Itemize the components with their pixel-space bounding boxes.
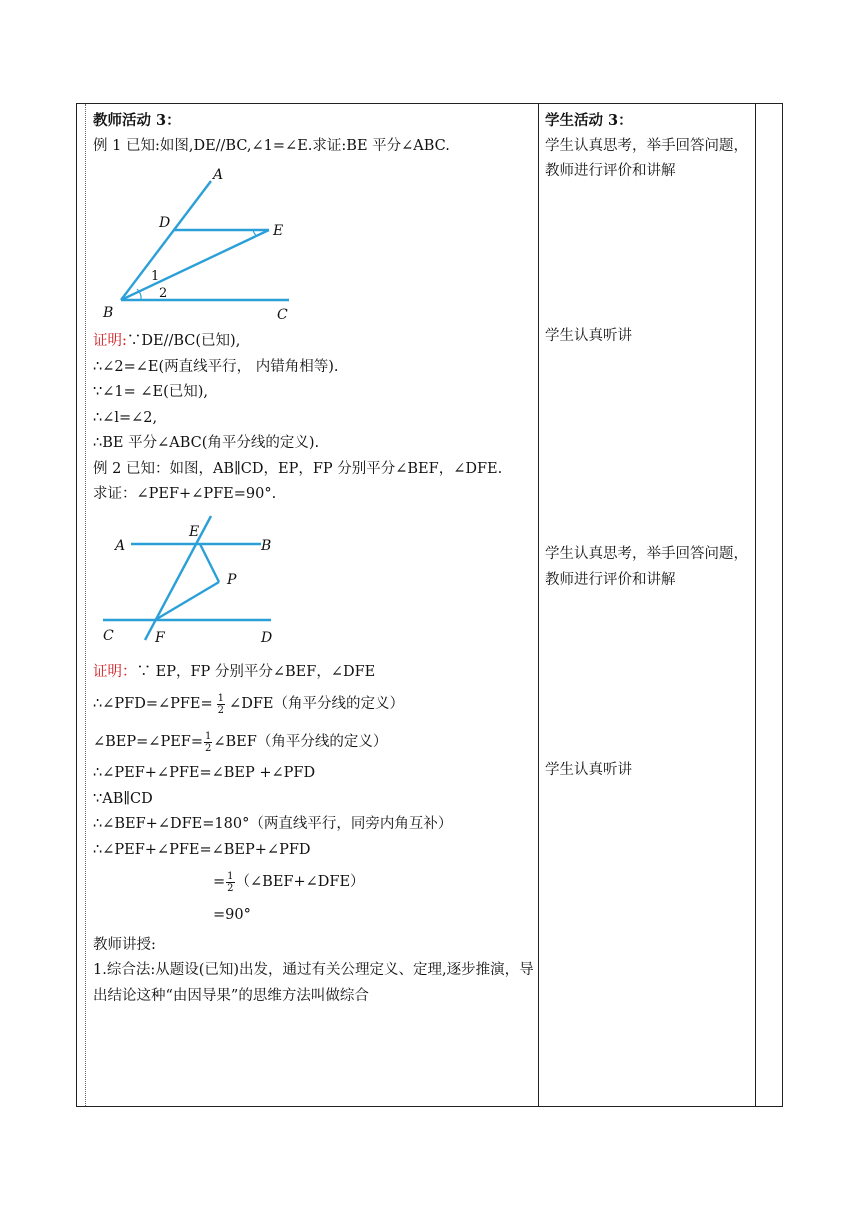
proof2-text3a: ∠BEP=∠PEF= bbox=[93, 734, 203, 750]
example2-goal: 求证：∠PEF+∠PFE=90°. bbox=[93, 486, 277, 502]
proof1-line1 bbox=[93, 329, 539, 355]
lesson-table bbox=[76, 103, 783, 1107]
frac-den: 2 bbox=[217, 704, 225, 716]
figure-1 bbox=[93, 159, 303, 329]
fig1-label-c: C bbox=[277, 307, 288, 323]
proof2-line8 bbox=[93, 863, 539, 901]
proof2-text2b: ∠DFE（角平分线的定义） bbox=[229, 696, 404, 712]
fig2-label-b: B bbox=[261, 537, 272, 554]
example1-problem: 例 1 已知:如图,DE//BC,∠1=∠E.求证:BE 平分∠ABC. bbox=[93, 137, 450, 154]
fraction-half bbox=[204, 731, 212, 754]
column-divider-right bbox=[755, 104, 756, 1106]
proof1-text1: ∵DE//BC(已知), bbox=[126, 333, 241, 349]
proof1-line5: ∴BE 平分∠ABC(角平分线的定义). bbox=[93, 435, 320, 451]
proof1-line4: ∴∠l=∠2, bbox=[93, 409, 158, 426]
student-note-4: 学生认真听讲 bbox=[545, 762, 632, 778]
fig2-label-e: E bbox=[189, 523, 200, 540]
fig1-label-e: E bbox=[273, 223, 284, 239]
proof2-label: 证明： bbox=[93, 663, 137, 680]
proof2-line3 bbox=[93, 723, 539, 761]
frac-den: 2 bbox=[227, 882, 234, 894]
frac-num: 1 bbox=[205, 730, 212, 742]
fig2-label-c: C bbox=[103, 627, 114, 644]
fig1-label-1: 1 bbox=[151, 269, 160, 284]
proof2-line5: ∵AB∥CD bbox=[93, 790, 153, 807]
student-heading: 学生活动 3： bbox=[545, 112, 633, 129]
lecture-heading: 教师讲授: bbox=[93, 936, 156, 953]
proof2-line6: ∴∠BEF+∠DFE=180°（两直线平行，同旁内角互补） bbox=[93, 816, 453, 832]
fig2-label-p: P bbox=[227, 571, 237, 588]
fig2-label-d: D bbox=[261, 629, 273, 646]
frac-num: 1 bbox=[227, 870, 234, 882]
proof2-line1 bbox=[93, 660, 539, 686]
fig2-label-f: F bbox=[155, 629, 165, 646]
lecture-text: 1.综合法:从题设(已知)出发，通过有关公理定义、定理,逐步推演，导出结论这种“由因导果”的思维方法叫做综合 bbox=[93, 962, 534, 1004]
proof2-text8a: = bbox=[213, 874, 226, 890]
fig1-label-d: D bbox=[159, 215, 171, 231]
teacher-heading: 教师活动 3： bbox=[93, 112, 181, 129]
fig1-label-2: 2 bbox=[159, 286, 168, 301]
frac-num: 1 bbox=[217, 692, 225, 704]
student-note-1: 学生认真思考，举手回答问题，教师进行评价和讲解 bbox=[545, 137, 748, 179]
proof2-text1: ∵ EP，FP 分别平分∠BEF，∠DFE bbox=[136, 663, 376, 680]
teacher-column bbox=[93, 108, 539, 1009]
fig2-label-a: A bbox=[115, 537, 126, 554]
proof2-text2a: ∴∠PFD=∠PFE= bbox=[93, 696, 213, 712]
proof2-line9: =90° bbox=[213, 907, 251, 923]
proof1-line2: ∴∠2=∠E(两直线平行， 内错角相等). bbox=[93, 358, 339, 375]
fraction-half bbox=[217, 693, 225, 716]
fig1-label-a: A bbox=[213, 167, 224, 183]
proof2-line2 bbox=[93, 685, 539, 723]
frac-den: 2 bbox=[205, 742, 212, 754]
proof2-text8b: （∠BEF+∠DFE） bbox=[235, 874, 365, 890]
proof1-line3: ∵∠1= ∠E(已知), bbox=[93, 384, 209, 400]
proof2-line4: ∴∠PEF+∠PFE=∠BEP +∠PFD bbox=[93, 765, 316, 781]
proof1-label: 证明: bbox=[93, 333, 127, 349]
student-column bbox=[545, 108, 755, 778]
example2-problem: 例 2 已知：如图，AB∥CD，EP，FP 分别平分∠BEF，∠DFE. bbox=[93, 460, 503, 477]
fig1-label-b: B bbox=[103, 305, 114, 321]
fraction-half bbox=[226, 871, 234, 894]
figure-2 bbox=[93, 508, 303, 658]
left-dotted-guide bbox=[85, 104, 86, 1106]
proof2-line7: ∴∠PEF+∠PFE=∠BEP+∠PFD bbox=[93, 841, 311, 858]
student-note-3: 学生认真思考，举手回答问题，教师进行评价和讲解 bbox=[545, 546, 748, 588]
proof2-text3b: ∠BEF（角平分线的定义） bbox=[213, 734, 388, 750]
student-note-2: 学生认真听讲 bbox=[545, 328, 632, 344]
